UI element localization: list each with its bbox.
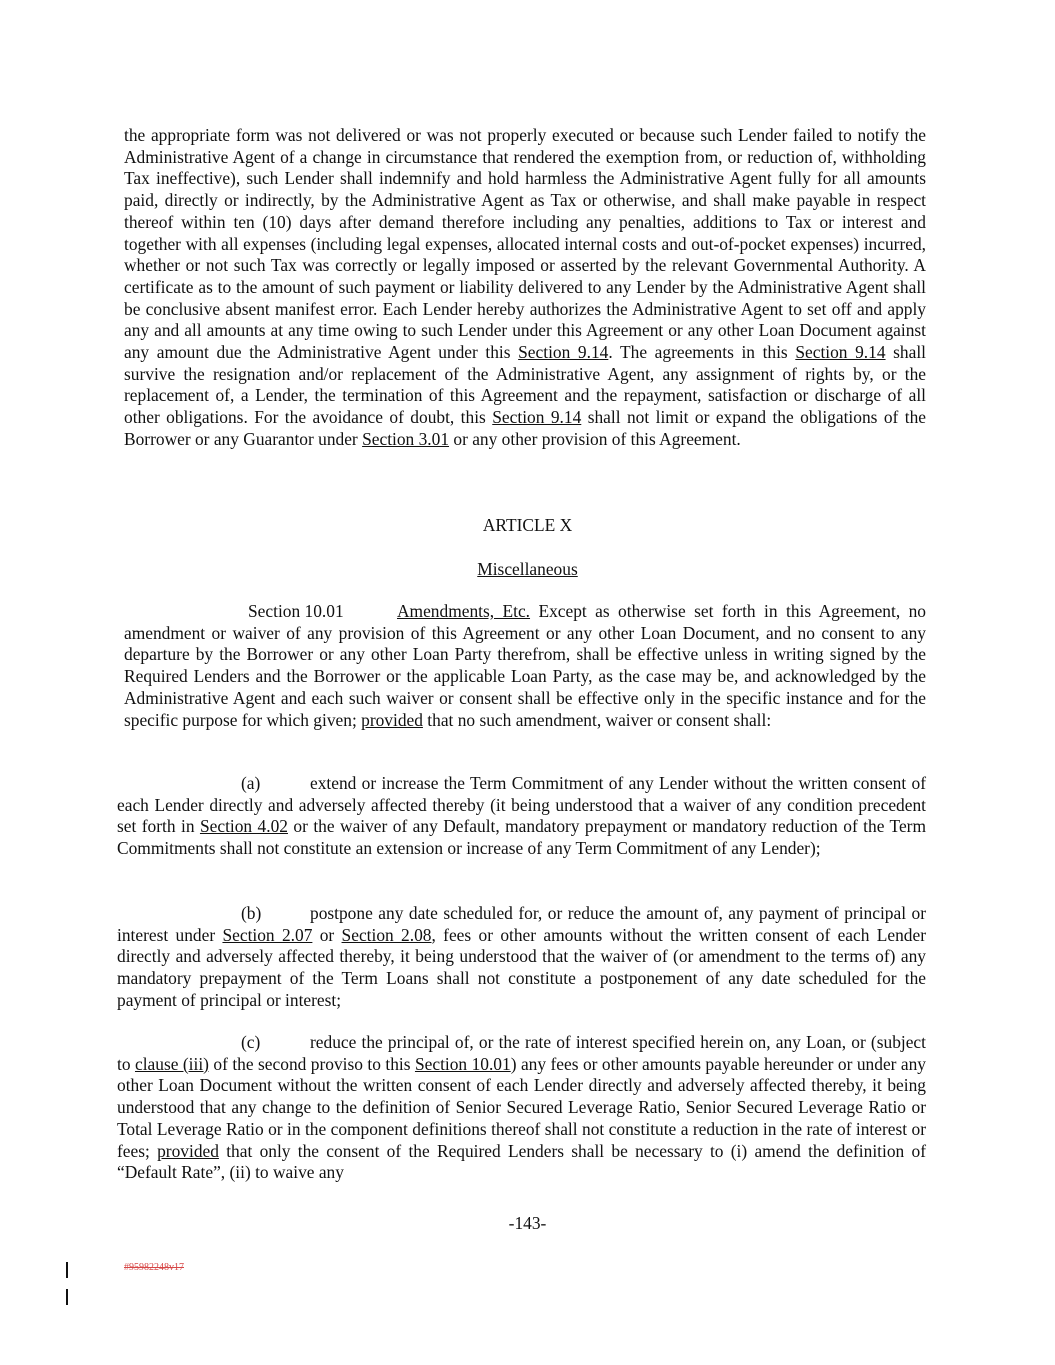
section-ref: Section 4.02	[199, 816, 288, 837]
clause-b	[117, 903, 926, 1012]
article-subheading	[0, 559, 1055, 581]
text: extend or increase the Term Commitment of any Lender without the written consent of each Lender directly and adversely affected thereby (it being understood that a waiver of any condition precedent set forth in	[117, 773, 926, 837]
clause-c	[117, 1032, 926, 1184]
text: that no such amendment, waiver or consent shall:	[422, 709, 772, 730]
provided-term: provided	[361, 709, 423, 730]
section-ref: Section 2.07	[222, 924, 313, 945]
article-heading: ARTICLE X	[482, 515, 573, 535]
text: or the waiver of any Default, mandatory prepayment or mandatory reduction of the Term Commitments shall not constitute an extension or increase of any Term Commitment of any Lender);	[117, 816, 926, 859]
text: shall not limit or expand the obligations of the Borrower or any Guarantor under	[124, 407, 926, 449]
clause-label: (a)	[241, 773, 261, 793]
change-bar	[66, 1262, 68, 1278]
section-ref: Section 2.08	[341, 924, 432, 945]
section-ref: Section 9.14	[795, 342, 886, 363]
text: reduce the principal of, or the rate of interest specified herein on, any Loan, or (subject to	[117, 1032, 926, 1074]
text: Except as otherwise set forth in this Agreement, no amendment or waiver of any provision of this Agreement or any other Loan Document, and no consent to any departure by the Borrower or any other Loan Party therefrom, shall be effective unless in writing signed by the Required Lenders and the Borrower or the applicable Loan Party, as the case may be, and acknowledged by the Administrative Agent and each such waiver or consent shall be effective only in the specific instance and for the specific purpose for which given;	[124, 601, 926, 730]
continuation-paragraph	[124, 125, 926, 451]
page-number: -143-	[508, 1213, 547, 1233]
section-ref: Section 3.01	[362, 428, 450, 449]
text: of the second proviso to this	[208, 1053, 415, 1074]
section-ref: Section 10.01	[414, 1053, 511, 1074]
change-bar	[66, 1289, 68, 1305]
text: , fees or other amounts without the written consent of each Lender directly and adversely affected thereby, it being understood that the waiver of (or amendment to the terms of) any mandatory prepayment of the Term Loans shall not constitute a postponement of any date scheduled for the payment of principal or interest;	[117, 924, 926, 1010]
section-ref: Section 9.14	[492, 407, 582, 428]
section-number: Section 10.01	[248, 601, 344, 621]
provided-term: provided	[157, 1140, 219, 1161]
article-subheading-text: Miscellaneous	[477, 559, 578, 579]
text: postpone any date scheduled for, or reduce the amount of, any payment of principal or interest under	[117, 903, 926, 945]
document-id: #95982248v17	[124, 1262, 184, 1273]
section-title: Amendments, Etc.	[397, 601, 531, 621]
section-ref: Section 9.14	[518, 342, 609, 363]
clause-label: (b)	[241, 903, 262, 923]
text: or any other provision of this Agreement.	[449, 428, 741, 449]
clause-label: (c)	[241, 1032, 261, 1052]
clause-ref: clause (iii)	[134, 1053, 209, 1074]
section-10-01-paragraph	[124, 601, 926, 731]
text: that only the consent of the Required Lenders shall be necessary to (i) amend the definition of “Default Rate”, (ii) to waive any	[117, 1140, 926, 1183]
text: ) any fees or other amounts payable hereunder or under any other Loan Document without the written consent of each Lender directly and adversely affected thereby, it being understood that any change to the definition of Senior Secured Leverage Ratio, Senior Secured Leverage Ratio or Total Leverage Ratio or in the component definitions thereof shall not constitute a reduction in the rate of interest or fees;	[117, 1053, 927, 1161]
text: or	[312, 924, 342, 945]
clause-a	[117, 773, 926, 860]
text: . The agreements in this	[608, 342, 796, 363]
text: the appropriate form was not delivered or was not properly executed or because such Lender failed to notify the Administrative Agent of a change in circumstance that rendered the exemption from, or reduction of, withholding Tax ineffective), such Lender shall indemnify and hold harmless the Administrative Agent fully for all amounts paid, directly or indirectly, by the Administrative Agent as Tax or otherwise, and shall make payable in respect thereof within ten (10) days after demand therefore including any penalties, additions to Tax or interest and together with all expenses (including legal expenses, allocated internal costs and out-of-pocket expenses) incurred, whether or not such Tax was correctly or legally imposed or asserted by the relevant Governmental Authority. A certificate as to the amount of such payment or liability delivered to any Lender by the Administrative Agent shall be conclusive absent manifest error. Each Lender hereby authorizes the Administrative Agent to set off and apply any and all amounts at any time owing to such Lender under this Agreement or any other Loan Document against any amount due the Administrative Agent under this	[124, 125, 926, 363]
text: shall survive the resignation and/or replacement of the Administrative Agent, any assignment of rights by, or the replacement of, a Lender, the termination of this Agreement and the repayment, satisfaction or discharge of all other obligations. For the avoidance of doubt, this	[124, 342, 927, 428]
